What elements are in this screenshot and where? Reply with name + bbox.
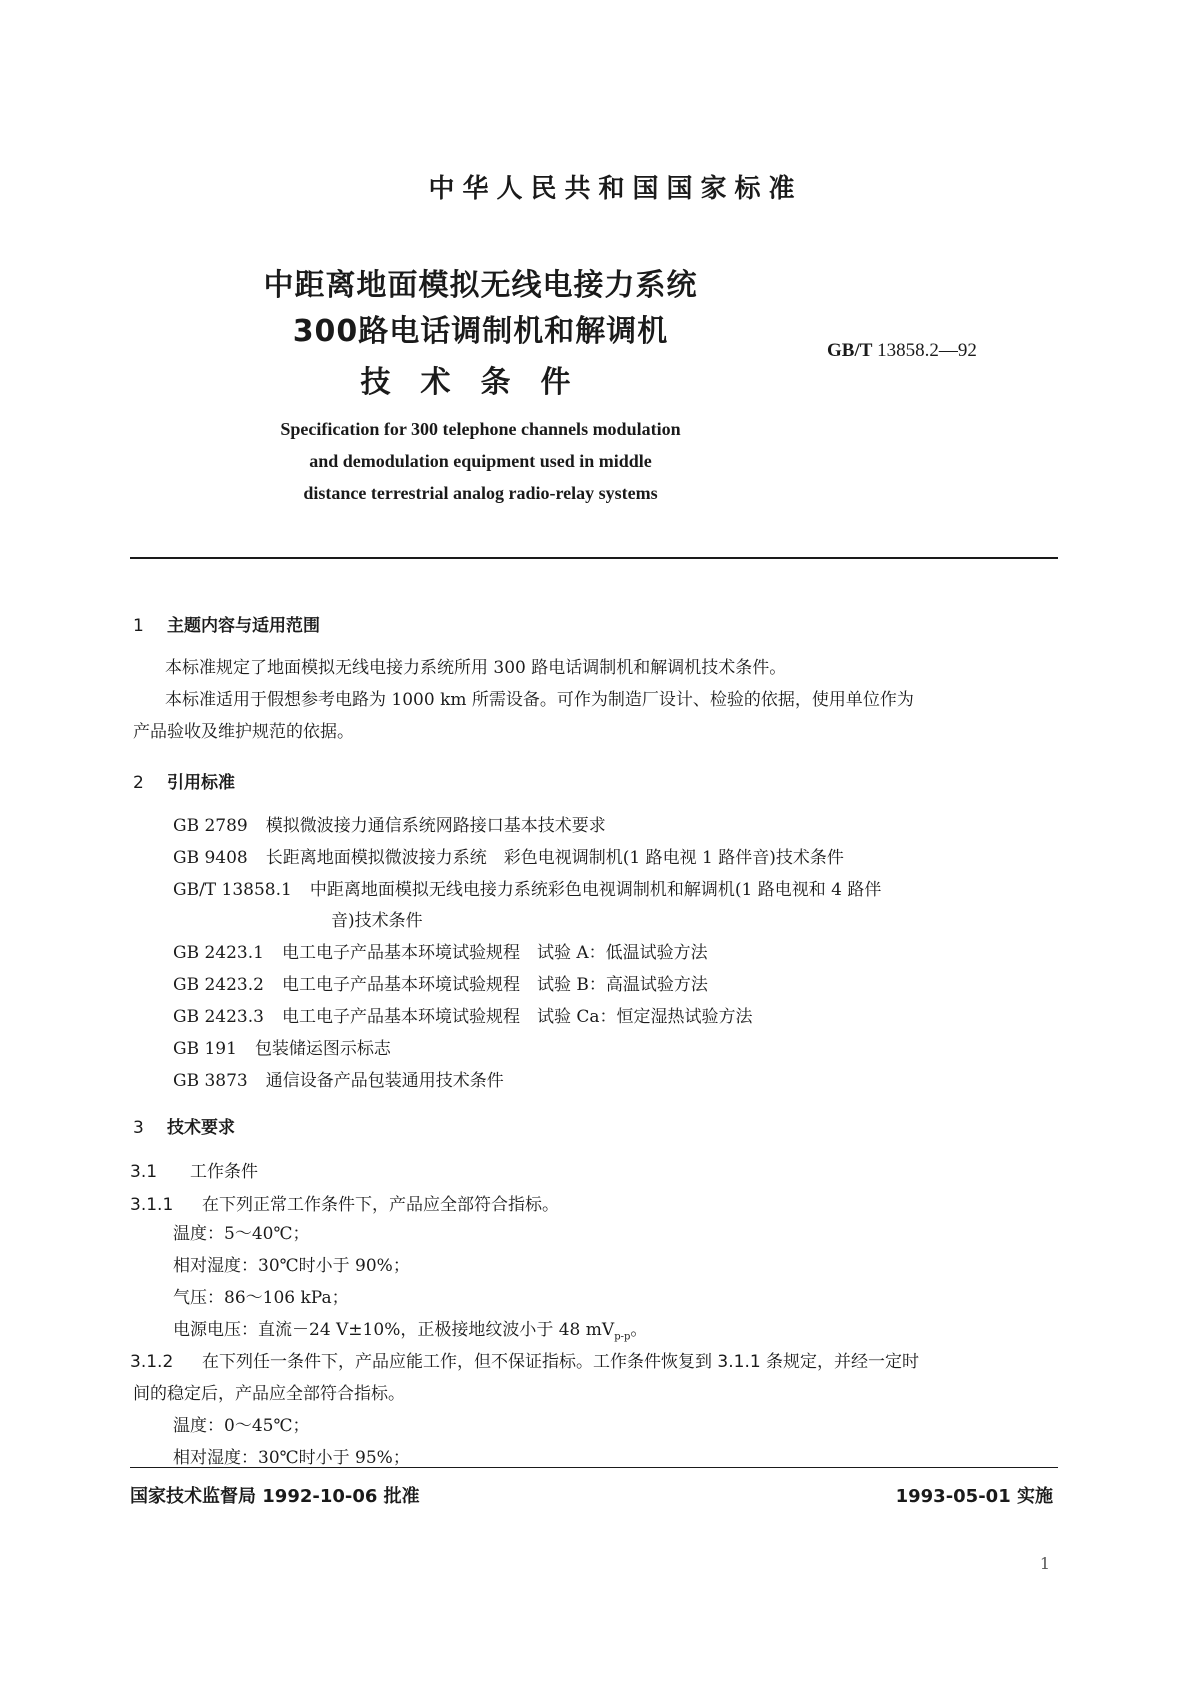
section-2-title: 引用标准 [167, 773, 235, 793]
reference-item [173, 874, 881, 906]
condition-item: 气压：86～106 kPa； [173, 1288, 349, 1308]
condition-item: 温度：0～45℃； [173, 1416, 310, 1436]
reference-item [173, 842, 844, 874]
clause-3-1-2 [130, 1346, 919, 1378]
reference-text: 电工电子产品基本环境试验规程 试验 A：低温试验方法 [281, 943, 708, 963]
reference-item [173, 937, 708, 969]
clause-3-1-2-text: 在下列任一条件下，产品应能工作，但不保证指标。工作条件恢复到 3.1.1 条规定，并经一定时 [202, 1352, 920, 1372]
english-title-line-3: distance terrestrial analog radio-relay systems [303, 483, 658, 503]
section-1-para-2-line-2: 产品验收及维护规范的依据。 [133, 722, 354, 742]
reference-item [173, 1033, 391, 1065]
reference-code: GB 2789 [173, 816, 248, 836]
section-1-heading [133, 611, 320, 636]
standard-number [827, 340, 977, 362]
reference-text: 包装储运图示标志 [254, 1039, 391, 1059]
condition-item: 温度：5～40℃； [173, 1224, 310, 1244]
reference-item [173, 1065, 504, 1097]
reference-text: 长距离地面模拟微波接力系统 彩色电视调制机(1 路电视 1 路伴音)技术条件 [265, 848, 844, 868]
national-standard-heading: 中华人民共和国国家标准 [428, 174, 803, 204]
reference-text: 模拟微波接力通信系统网路接口基本技术要求 [265, 816, 606, 836]
standard-code: 13858.2—92 [877, 340, 977, 361]
title-line-2: 300路电话调制机和解调机 [292, 314, 669, 349]
title-line-1: 中距离地面模拟无线电接力系统 [263, 268, 698, 303]
power-end: 。 [630, 1320, 648, 1340]
section-1-para-2-line-1: 本标准适用于假想参考电路为 1000 km 所需设备。可作为制造厂设计、检验的依据，使用单位作为 [165, 690, 914, 710]
reference-code: GB 9408 [173, 848, 248, 868]
reference-code: GB 191 [173, 1039, 237, 1059]
subsection-3-1-number: 3.1 [130, 1162, 158, 1182]
section-1-title: 主题内容与适用范围 [167, 616, 320, 636]
section-1-para-1: 本标准规定了地面模拟无线电接力系统所用 300 路电话调制机和解调机技术条件。 [165, 658, 787, 678]
reference-text: 电工电子产品基本环境试验规程 试验 B：高温试验方法 [281, 975, 708, 995]
reference-item-continuation: 音)技术条件 [331, 911, 423, 931]
reference-code: GB 2423.2 [173, 975, 264, 995]
section-2-heading [133, 768, 235, 793]
reference-text: 通信设备产品包装通用技术条件 [265, 1071, 504, 1091]
clause-3-1-1-text: 在下列正常工作条件下，产品应全部符合指标。 [202, 1195, 559, 1215]
standard-prefix: GB/T [827, 340, 873, 361]
condition-item: 相对湿度：30℃时小于 95%； [173, 1448, 410, 1468]
section-3-title: 技术要求 [167, 1118, 235, 1138]
condition-item: 相对湿度：30℃时小于 90%； [173, 1256, 410, 1276]
clause-3-1-2-line-2: 间的稳定后，产品应全部符合指标。 [133, 1384, 405, 1404]
power-text: 电源电压：直流－24 V±10%，正极接地纹波小于 48 mV [173, 1320, 615, 1340]
title-line-3: 技术条件 [360, 365, 601, 400]
reference-text: 电工电子产品基本环境试验规程 试验 Ca：恒定湿热试验方法 [281, 1007, 753, 1027]
implementation-date: 1993-05-01 实施 [895, 1486, 1053, 1507]
reference-code: GB 3873 [173, 1071, 248, 1091]
subsection-3-1-heading [130, 1157, 258, 1182]
english-title-line-2: and demodulation equipment used in middle [309, 451, 652, 471]
reference-code: GB 2423.3 [173, 1007, 264, 1027]
clause-3-1-1 [130, 1189, 559, 1221]
reference-item [173, 1001, 753, 1033]
page-number: 1 [1039, 1554, 1050, 1573]
clause-3-1-1-number: 3.1.1 [130, 1195, 174, 1215]
reference-text: 中距离地面模拟无线电接力系统彩色电视调制机和解调机(1 路电视和 4 路伴 [309, 880, 882, 900]
reference-code: GB/T 13858.1 [173, 880, 292, 900]
reference-item [173, 810, 606, 842]
section-3-number: 3 [133, 1118, 144, 1138]
footer-divider [130, 1467, 1058, 1468]
clause-3-1-2-number: 3.1.2 [130, 1352, 174, 1372]
reference-item [173, 969, 708, 1001]
power-subscript: p-p [614, 1331, 631, 1343]
section-1-number: 1 [133, 616, 144, 636]
english-title-line-1: Specification for 300 telephone channels modulation [280, 419, 681, 439]
approval-statement: 国家技术监督局 1992-10-06 批准 [130, 1486, 420, 1507]
reference-code: GB 2423.1 [173, 943, 264, 963]
section-3-heading [133, 1113, 235, 1138]
section-2-number: 2 [133, 773, 144, 793]
subsection-3-1-title: 工作条件 [190, 1162, 258, 1182]
header-divider [130, 557, 1058, 559]
